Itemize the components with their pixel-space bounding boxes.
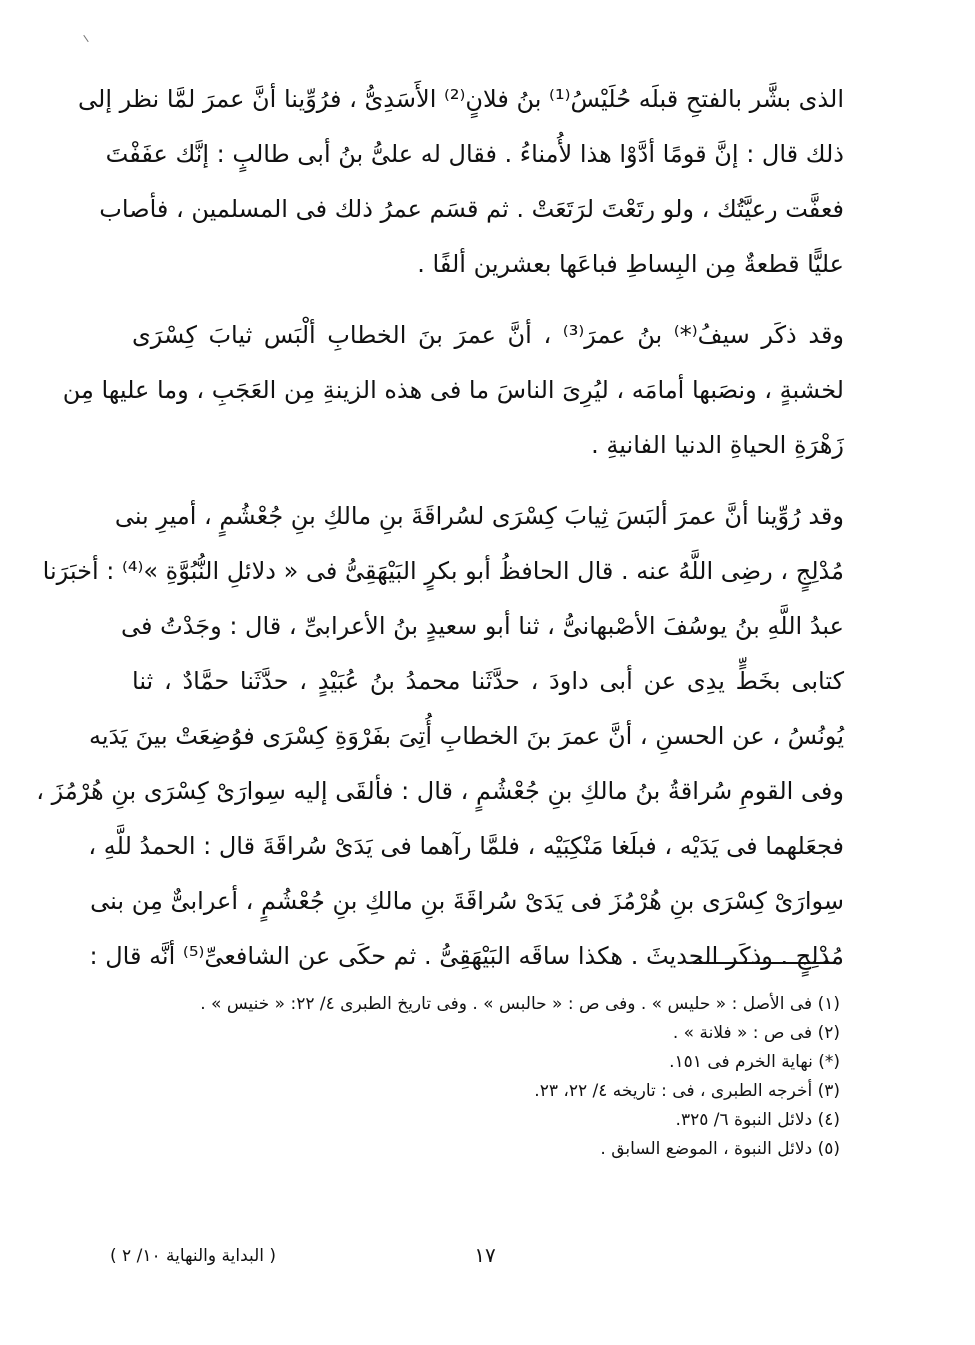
paragraph-1 <box>78 72 844 292</box>
text-line: عبدُ اللَّهِ بنُ يوسُفَ الأصْبهانىُّ ، ثنا أبو سعيدٍ بنُ الأعرابىِّ ، قال : وجَدْتُ فى <box>120 612 844 640</box>
footnote-separator <box>693 962 835 964</box>
paragraph-gap <box>132 473 844 489</box>
footnotes <box>160 990 840 1164</box>
text-line: الذى بشَّر بالفتحِ قبلَه حُلَيْسُ⁽¹⁾ بنُ فلانٍ⁽²⁾ الأَسَدِىُّ ، فرُوِّينا أنَّ عمرَ لمَّا نظر إلى <box>78 85 844 113</box>
paragraph-2 <box>62 308 845 473</box>
paragraph-3 <box>36 489 844 984</box>
text-line: مُدْلِجٍ ، رضِى اللَّهُ عنه . قال الحافظُ أبو بكرٍ البَيْهَقِىُّ فى « دلائلِ النُّبُوَّةِ »⁽⁴⁾ : أخبَرَنا <box>42 557 844 585</box>
footnote: (٢) فى ص : « فلانة » . <box>672 1023 840 1043</box>
text-line: وقد رُوِّينا أنَّ عمرَ ألبَسَ ثِيابَ كِسْرَى لسُراقَةَ بنِ مالكِ بنِ جُعْشُمٍ ، أميرِ بنى <box>114 502 844 530</box>
page-number: ١٧ <box>474 1243 496 1267</box>
footnote: (٥) دلائل النبوة ، الموضع السابق . <box>600 1139 840 1159</box>
text-line: ذلك قال : إنَّ قومًا أدَّوْا هذا لأُمناءُ . فقال له علىُّ بنُ أبى طالبٍ : إنَّك عفَفْتَ <box>105 140 844 168</box>
running-footer: ( البداية والنهاية ١٠/ ٢ ) <box>110 1246 277 1266</box>
footnote: (٣) أخرجه الطبرى ، فى : تاريخه ٤/ ٢٢، ٢٣. <box>534 1081 840 1101</box>
text-line: سِوارَىْ كِسْرَى بنِ هُرْمُزَ فى يَدَىْ سُراقَةَ بنِ مالكِ بنِ جُعْشُمٍ ، أعرابىٌّ مِن بنى <box>90 887 844 915</box>
scan-mark <box>83 35 88 42</box>
text-line: عليًّا قطعةٌ مِن البِساطِ فباعَها بعشرين ألفًا . <box>417 250 844 278</box>
text-line: زَهْرَةِ الحياةِ الدنيا الفانيةِ . <box>591 431 844 459</box>
text-line: وقد ذكَر سيفُ⁽*⁾ بنُ عمرَ⁽³⁾ ، أنَّ عمرَ بنَ الخطابِ ألْبَس ثيابَ كِسْرَى <box>132 321 845 349</box>
text-line: لخشبةٍ ، ونصَبها أمامَه ، ليُرِىَ الناسَ ما فى هذه الزينةِ مِن العَجَبِ ، وما عليها مِن <box>62 376 844 404</box>
text-line: يُونُسُ ، عن الحسنِ ، أنَّ عمرَ بنَ الخطابِ أُتِىَ بفَرْوَةِ كِسْرَى فوُضِعَتْ بينَ يَدَيه <box>89 722 844 750</box>
footnote: (*) نهاية الخرم فى ١٥١. <box>669 1052 840 1072</box>
footnote: (٤) دلائل النبوة ٦/ ٣٢٥. <box>675 1110 840 1130</box>
text-line: وفى القومِ سُراقةُ بنُ مالكِ بنِ جُعْشُمٍ ، قال : فألقَى إليه سِوارَىْ كِسْرَى بنِ هُرْمُزَ ، <box>36 777 844 805</box>
text-line: فجعَلهما فى يَدَيْه ، فبلَغا مَنْكِبَيْه ، فلمَّا رآهما فى يَدَىْ سُراقَةَ قال : الحمدُ للَّهِ ، <box>88 832 844 860</box>
paragraph-gap <box>132 292 844 308</box>
main-text <box>36 72 845 984</box>
text-line: كتابى بخَطٍّ يدِى عن أبى داودَ ، حدَّثَنا محمدُ بنُ عُبَيْدٍ ، حدَّثَنا حمَّادٌ ، ثنا <box>132 667 844 695</box>
text-line: فعفَّت رعيَّتُك ، ولو رتَعْتَ لرَتَعَتْ . ثم قسَم عمرُ ذلك فى المسلمين ، فأصاب <box>99 195 844 223</box>
text-line: مُدْلِجٍ . وذكَر الحديثَ . هكذا ساقَه البَيْهَقِىُّ . ثم حكَى عن الشافعىِّ⁽⁵⁾ أنَّه قال : <box>89 942 844 970</box>
footnote: (١) فى الأصل : « حليس » . وفى ص : « حالبس » . وفى تاريخ الطبرى ٤/ ٢٢: « خنيس » . <box>200 994 840 1014</box>
